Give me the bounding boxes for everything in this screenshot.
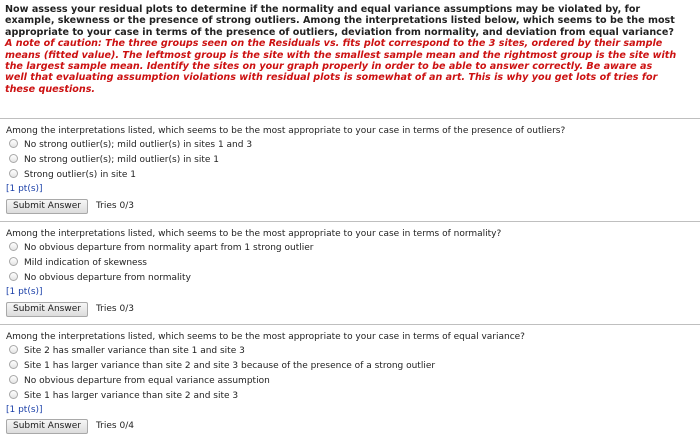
answer-option[interactable] xyxy=(9,169,136,181)
radio-button[interactable] xyxy=(9,139,18,148)
submit-answer-button[interactable]: Submit Answer xyxy=(6,199,88,214)
radio-button[interactable] xyxy=(9,272,18,281)
divider xyxy=(0,221,700,222)
caution-note-line: these questions. xyxy=(5,83,96,95)
option-label: No strong outlier(s); mild outlier(s) in site 1 xyxy=(24,155,219,165)
question-prompt: Among the interpretations listed, which seems to be the most appropriate to your case in terms of normality? xyxy=(6,229,502,239)
question-prompt: Among the interpretations listed, which seems to be the most appropriate to your case in terms of equal variance? xyxy=(6,332,525,342)
answer-option[interactable] xyxy=(9,360,435,372)
question-normality xyxy=(0,221,700,321)
option-label: Site 1 has larger variance than site 2 and site 3 xyxy=(24,391,239,401)
option-label: Mild indication of skewness xyxy=(24,258,147,268)
instructions xyxy=(5,4,700,95)
answer-option[interactable] xyxy=(9,154,219,166)
option-label: Site 2 has smaller variance than site 1 and site 3 xyxy=(24,346,245,356)
submit-answer-button[interactable]: Submit Answer xyxy=(6,419,88,434)
option-label: Strong outlier(s) in site 1 xyxy=(24,170,136,180)
radio-button[interactable] xyxy=(9,390,18,399)
answer-option[interactable] xyxy=(9,257,147,269)
points-value: [1 pt(s)] xyxy=(6,287,43,297)
radio-button[interactable] xyxy=(9,345,18,354)
answer-option[interactable] xyxy=(9,139,252,151)
caution-note-line: A note of caution: The three groups seen on the Residuals vs. fits plot correspond to the 3 sites, ordered by their sample xyxy=(5,38,663,50)
answer-option[interactable] xyxy=(9,375,270,387)
instruction-line: appropriate to your case in terms of the presence of outliers, deviation from normality, and deviation from equal variance? xyxy=(5,26,674,38)
tries-counter: Tries 0/4 xyxy=(96,421,134,431)
points-value: [1 pt(s)] xyxy=(6,184,43,194)
option-label: No obvious departure from normality xyxy=(24,273,191,283)
submit-answer-button[interactable]: Submit Answer xyxy=(6,302,88,317)
radio-button[interactable] xyxy=(9,154,18,163)
option-label: No obvious departure from equal variance assumption xyxy=(24,376,270,386)
answer-option[interactable] xyxy=(9,242,313,254)
caution-note-line: the largest sample mean. Identify the sites on your graph properly in order to be able to answer correctly. Be aware as xyxy=(5,61,653,73)
radio-button[interactable] xyxy=(9,242,18,251)
radio-button[interactable] xyxy=(9,257,18,266)
divider xyxy=(0,324,700,325)
radio-button[interactable] xyxy=(9,360,18,369)
instruction-line: Now assess your residual plots to determine if the normality and equal variance assumptions may be violated by, for xyxy=(5,4,641,15)
divider xyxy=(0,118,700,119)
question-prompt: Among the interpretations listed, which seems to be the most appropriate to your case in terms of the presence of outliers? xyxy=(6,126,566,136)
points-value: [1 pt(s)] xyxy=(6,405,43,415)
caution-note-line: well that evaluating assumption violations with residual plots is somewhat of an art. This is why you get lots of tries for xyxy=(5,72,658,84)
radio-button[interactable] xyxy=(9,375,18,384)
tries-counter: Tries 0/3 xyxy=(96,304,134,314)
option-label: Site 1 has larger variance than site 2 and site 3 because of the presence of a strong outlier xyxy=(24,361,436,371)
answer-option[interactable] xyxy=(9,345,245,357)
question-outliers xyxy=(0,118,700,218)
tries-counter: Tries 0/3 xyxy=(96,201,134,211)
answer-option[interactable] xyxy=(9,390,238,402)
question-equal-variance xyxy=(0,324,700,438)
instruction-line: example, skewness or the presence of strong outliers. Among the interpretations listed below, which seems to be the most xyxy=(5,15,675,27)
caution-note-line: means (fitted value). The leftmost group is the site with the smallest sample mean and the rightmost group is the site with xyxy=(5,49,677,61)
answer-option[interactable] xyxy=(9,272,191,284)
radio-button[interactable] xyxy=(9,169,18,178)
option-label: No strong outlier(s); mild outlier(s) in sites 1 and 3 xyxy=(24,140,253,150)
option-label: No obvious departure from normality apart from 1 strong outlier xyxy=(24,243,314,253)
